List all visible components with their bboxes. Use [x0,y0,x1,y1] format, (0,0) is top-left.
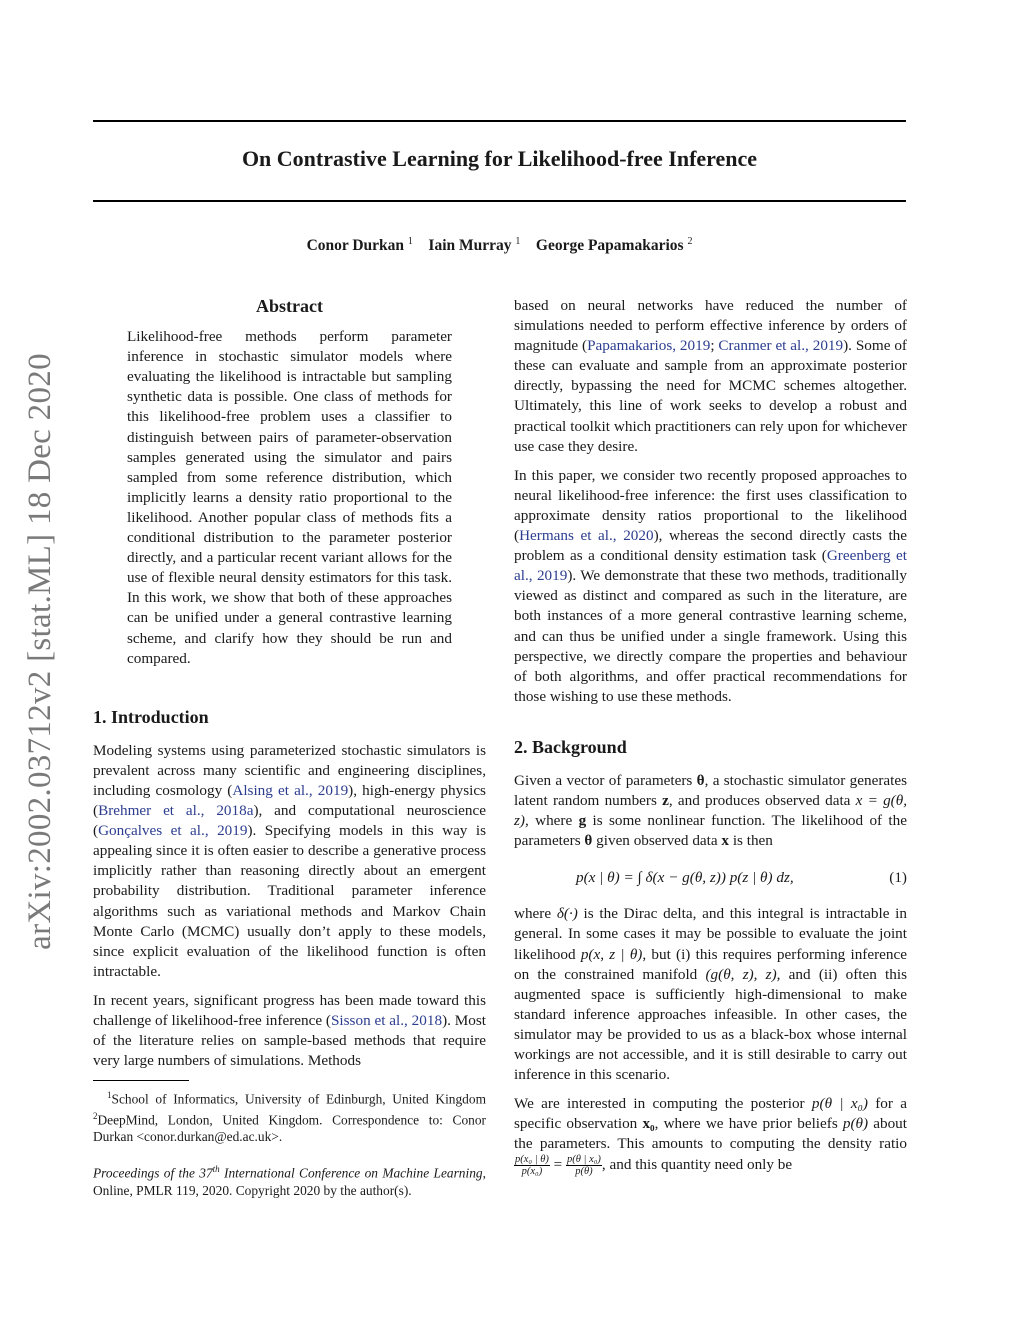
footnote-divider [93,1080,189,1081]
right-column [514,296,907,1186]
citation-link[interactable]: Sisson et al., 2018 [330,1012,443,1029]
author-name: Iain Murray [428,237,512,255]
fraction-numerator: p(θ | x₀) [567,1154,601,1166]
abstract-text: Likelihood-free methods perform parameter inference in stochastic simulator models where evaluating the likelihood is intractable but sampling synthetic data is possible. One class of methods for this likelihood-free problem uses a classifier to distinguish between pairs of parameter-observation samples generated using the simulator and pairs sampled from some reference distribution, which implicitly learns a density ratio proportional to the likelihood. Another popular class of methods fits a conditional distribution to the parameter posterior directly, and a particular recent variant allows for the use of flexible neural density estimators for this task. In this work, we show that both of these approaches can be unified under a general contrastive learning scheme, and clarify how they should be run and compared. [127,328,452,667]
math-symbol: x₀ [642,1115,655,1133]
fraction-numerator: p(x₀ | θ) [515,1154,549,1166]
citation-link[interactable]: Brehmer et al., 2018a [98,802,254,820]
paragraph-text: , and produces observed data [668,792,856,810]
paragraph-text: for a specific observation [514,1095,907,1133]
footnote-text: 37 [199,1165,213,1181]
paragraph-text: , where [524,812,579,830]
paragraph-text: Modeling systems using parameterized stochastic simulators is prevalent across many scientific and engineering disciplines, including cosmology ( [93,741,486,799]
author-list [93,236,906,255]
title-bottom-rule [93,200,906,202]
affiliation-footnote [93,1087,486,1145]
math-symbol: θ [696,771,705,789]
author-name: George Papamakarios [535,237,684,255]
footnote-text: DeepMind, London, United Kingdom. Correspondence to: Conor Durkan <conor.durkan@ed.ac.uk>. [93,1112,486,1145]
paragraph-text: In this paper, we consider two recently proposed approaches to neural likelihood-free inference: the first uses classification to approximate density ratios proportional to the likelihood ( [514,466,907,545]
footnote-text: th [212,1164,220,1175]
citation-link[interactable]: Alsing et al., 2019 [232,781,349,799]
paragraph-text: based on neural networks have reduced the number of simulations needed to perform effective inference by orders of magnitude ( [514,297,907,355]
footnote-marker: 2 [93,1110,98,1121]
footnote-text: , Online, PMLR 119, 2020. Copyright 2020 by the author(s). [93,1165,486,1198]
paragraph-text: , where we have prior beliefs [654,1115,843,1133]
paragraph-text: ). Most of the literature relies on sample-based methods that require very large numbers of simulations. Methods [93,1012,486,1070]
paragraph-text: We are interested in computing the posterior [514,1095,812,1113]
paragraph-text: , and this quantity need only be [601,1156,793,1174]
arxiv-stamp [16,345,64,957]
math-symbol: θ [584,832,593,850]
paragraph-text: ), high-energy physics ( [93,781,486,820]
paragraph-text: about the parameters. This amounts to computing the density ratio [514,1115,907,1153]
intro-paragraph-2 [93,991,486,1071]
section-heading-introduction: 1. Introduction [93,706,209,727]
math-expression: δ(·) [556,905,578,923]
paragraph-text: ), and computational neuroscience ( [93,802,487,840]
citation-link[interactable]: Greenberg et al., 2019 [514,547,908,585]
equation-body: p(x | θ) = ∫ δ(x − g(θ, z)) p(z | θ) dz, [576,869,794,887]
section-heading-background: 2. Background [514,736,627,757]
paragraph-text: Given a vector of parameters [514,771,697,789]
citation-link[interactable]: Hermans et al., 2020 [519,527,654,545]
author-affiliation: 2 [687,236,693,247]
paragraph-text: is the Dirac delta, and this integral is intractable in general. In some cases it may be possible to evaluate the joint likelihood [514,905,907,963]
footnote-text: School of Informatics, University of Edinburgh, United Kingdom [111,1091,486,1107]
paper-title: On Contrastive Learning for Likelihood-free Inference [241,146,758,171]
equation-1 [514,860,907,900]
paragraph-text: ). We demonstrate that these two methods, traditionally viewed as distinct and compared as such in the literature, are both instances of a more general contrastive learning scheme, and can thus be unified under a single framework. Using this perspective, we directly compare the properties and behaviour of both algorithms, and offer practical recommendations for those wishing to use these methods. [514,567,907,705]
background-paragraph-2 [514,904,907,1085]
intro-paragraph-1 [93,741,486,982]
paragraph-text: , and (ii) often this augmented space is sufficiently high-dimensional to make standard inference approaches infeasible. In other cases, the simulator may be provided to us as a black-box whose internal workings are not accessible, and it is still desirable to carry out inference in this scenario. [514,965,907,1084]
paragraph-text: ), whereas the second directly casts the problem as a conditional density estimation task ( [514,527,908,565]
footnote-marker: 1 [107,1090,112,1101]
fraction-likelihood [514,1154,550,1177]
paragraph-text: , a stochastic simulator generates latent random numbers [514,771,907,810]
math-expression: p(θ | x₀) [811,1095,868,1113]
paragraph-text: is then [729,832,773,850]
title-top-rule [93,120,906,122]
author-affiliation: 1 [515,236,521,247]
citation-link[interactable]: Gonçalves et al., 2019 [98,822,248,840]
abstract-heading: Abstract [256,296,323,316]
footnote-text: Proceedings of the [93,1165,200,1181]
paragraph-text: ). Some of these can evaluate and sample from an approximate posterior directly, bypassing the need for MCMC schemes altogether. Ultimately, this line of work seeks to develop a robust and practical toolkit which practitioners can rely upon for whichever use case they desire. [514,337,907,455]
footnote-text: International Conference on Machine Learning [219,1165,483,1181]
left-column [93,296,486,1199]
paragraph-text: where [514,905,557,923]
math-operator: = [549,1156,567,1174]
citation-link[interactable]: Cranmer et al., 2019 [718,337,844,355]
right-paragraph-2 [514,466,907,707]
fraction-posterior [566,1154,602,1177]
author-affiliation: 1 [407,236,413,247]
paragraph-text: given observed data [592,832,722,850]
paragraph-text: , but (i) this requires performing inference on the constrained manifold [514,945,907,983]
math-symbol: g [578,812,587,830]
arxiv-stamp-text: arXiv:2002.03712v2 [stat.ML] 18 Dec 2020 [21,352,58,950]
fraction-denominator: p(x₀) [521,1166,543,1178]
math-expression: p(θ) [842,1115,869,1133]
math-symbol: z [662,792,669,810]
fraction-denominator: p(θ) [575,1166,593,1178]
math-symbol: x [721,832,730,850]
math-expression: x = g(θ, z) [514,792,908,830]
author-name: Conor Durkan [306,237,405,255]
citation-link[interactable]: Papamakarios, 2019 [587,337,711,355]
math-expression: p(x, z | θ) [580,945,643,963]
paragraph-text: ; [710,337,719,355]
proceedings-footnote [93,1161,486,1198]
math-expression: (g(θ, z), z) [705,965,777,983]
background-paragraph-3 [514,1094,907,1177]
paragraph-text: ). Specifying models in this way is appealing since it is often easier to describe a generative process implicitly rather than reasoning directly about an emergent probability distribution. Traditional parameter inference algorithms such as variational methods and Markov Chain Monte Carlo (MCMC) usually don’t apply to these models, since explicit evaluation of the likelihood function is often intractable. [93,822,486,980]
equation-number: (1) [889,869,907,887]
background-paragraph-1 [514,771,907,851]
right-paragraph-1 [514,296,907,457]
paragraph-text: In recent years, significant progress has been made toward this challenge of likelihood-free inference ( [93,991,486,1029]
paragraph-text: is some nonlinear function. The likelihood of the parameters [514,812,907,850]
